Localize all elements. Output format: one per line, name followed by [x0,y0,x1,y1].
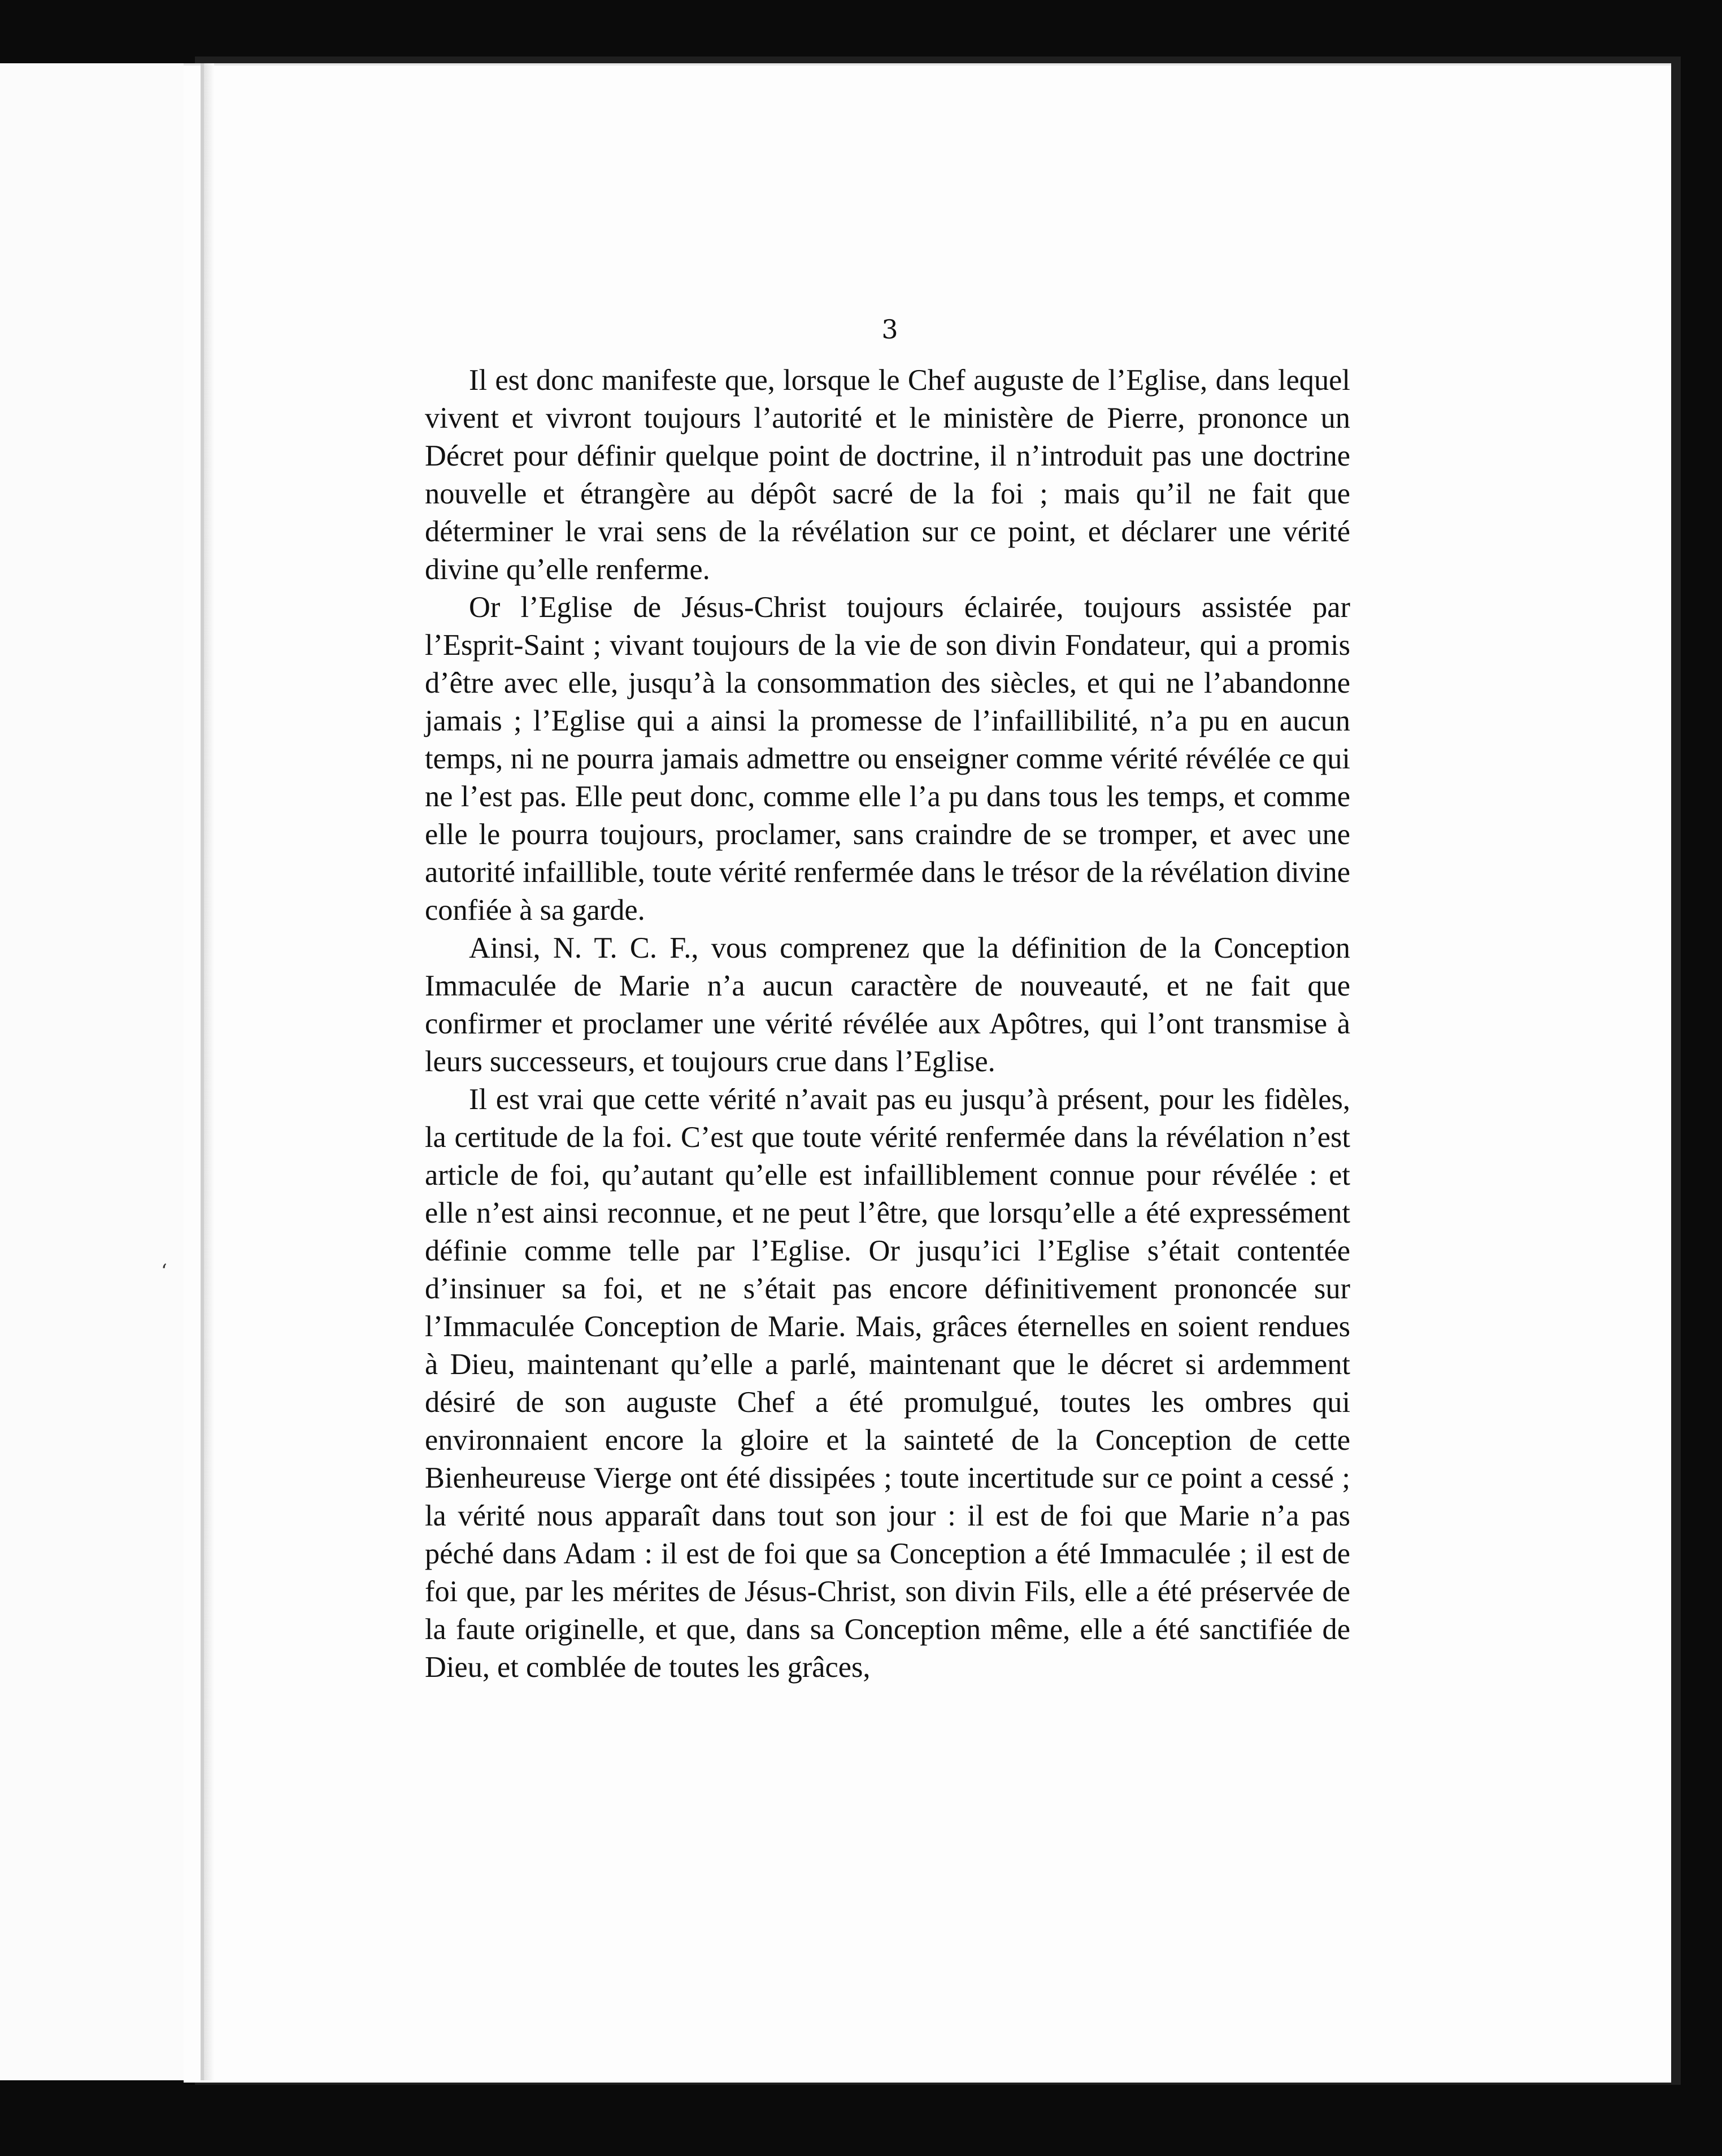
paper-fleck-mark: ‘ [161,1260,167,1283]
page-body-text [425,362,1350,1686]
page-number: 3 [881,314,898,345]
facing-page-edge [0,63,184,2080]
paragraph-3: Ainsi, N. T. C. F., vous comprenez que la définition de la Conception Immaculée de Marie n’a aucun caractère de nouveauté, et ne fait que confirmer et proclamer une vérité révélée aux Apôtres, qui l’ont transmise à leurs successeurs, et toujours crue dans l’Eglise. [425,932,1350,1078]
paragraph-4: Il est vrai que cette vérité n’avait pas eu jusqu’à présent, pour les fidèles, la certitude de la foi. C’est que toute vérité renfermée dans la révélation n’est article de foi, qu’autant qu’elle est infailliblement connue pour révélée : et elle n’est ainsi reconnue, et ne peut l’être, que lorsqu’elle a été expressément définie comme telle par l’Eglise. Or jusqu’ici l’Eglise s’était contentée d’insinuer sa foi, et ne s’était pas encore définitivement prononcée sur l’Immaculée Conception de Marie. Mais, grâces éternelles en soient rendues à Dieu, maintenant qu’elle a parlé, maintenant que le décret si ardemment désiré de son auguste Chef a été promulgué, toutes les ombres qui environnaient encore la gloire et la sainteté de la Conception de cette Bienheureuse Vierge ont été dissipées ; toute incertitude sur ce point a cessé ; la vérité nous apparaît dans tout son jour : il est de foi que Marie n’a pas péché dans Adam : il est de foi que sa Conception a été Immaculée ; il est de foi que, par les mérites de Jésus-Christ, son divin Fils, elle a été préservée de la faute originelle, et que, dans sa Conception même, elle a été sanctifiée de Dieu, et comblée de toutes les grâces, [425,1083,1350,1684]
paragraph-1: Il est donc manifeste que, lorsque le Chef auguste de l’Eglise, dans lequel vivent et vivront toujours l’autorité et le ministère de Pierre, prononce un Décret pour définir quelque point de doctrine, il n’introduit pas une doctrine nouvelle et étrangère au dépôt sacré de la foi ; mais qu’il ne fait que déterminer le vrai sens de la révélation sur ce point, et déclarer une vérité divine qu’elle renferme. [425,364,1350,586]
page-gutter-shade [204,63,214,2080]
paragraph-2: Or l’Eglise de Jésus-Christ toujours éclairée, toujours assistée par l’Esprit-Saint ; vivant toujours de la vie de son divin Fondateur, qui a promis d’être avec elle, jusqu’à la consommation des siècles, et qui ne l’abandonne jamais ; l’Eglise qui a ainsi la promesse de l’infaillibilité, n’a pu en aucun temps, ni ne pourra jamais admettre ou enseigner comme vérité révélée ce qui ne l’est pas. Elle peut donc, comme elle l’a pu dans tous les temps, et comme elle le pourra toujours, proclamer, sans craindre de se tromper, et avec une autorité infaillible, toute vérité renfermée dans le trésor de la révélation divine confiée à sa garde. [425,591,1350,927]
